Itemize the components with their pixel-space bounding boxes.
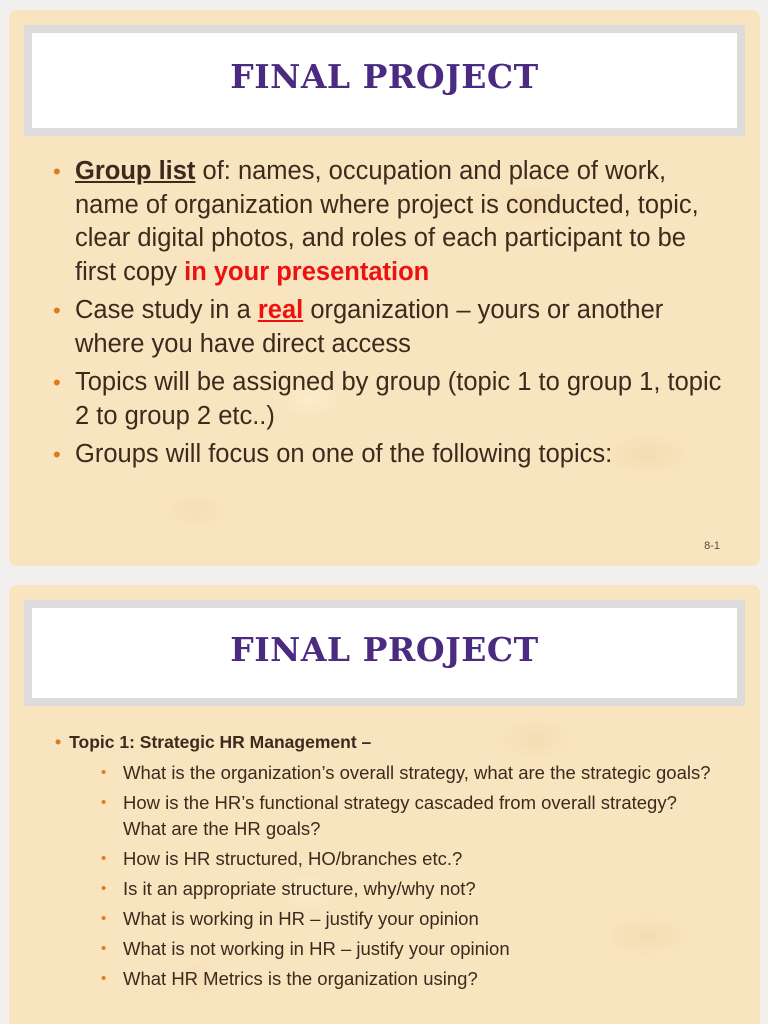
bullet-text: organization – yours or another where you have direct access [75, 296, 664, 358]
list-item [101, 936, 721, 962]
group-list-label: Group list [75, 157, 196, 185]
list-item-text: Is it an appropriate structure, why/why not? [123, 878, 476, 899]
topic-heading [55, 732, 371, 753]
slide-1 [9, 10, 760, 566]
topic-heading-text: Topic 1: Strategic HR Management – [69, 732, 372, 752]
page-number: 8-1 [704, 540, 720, 552]
list-item [101, 906, 721, 932]
slide-2 [9, 585, 760, 1024]
highlight-text: in your presentation [184, 257, 430, 286]
title-box [24, 600, 745, 706]
slide-title: FINAL PROJECT [230, 629, 539, 669]
bullet-dot-icon: • [101, 880, 107, 897]
bullet-dot-icon: • [101, 970, 107, 987]
sub-bullet-list [101, 760, 721, 996]
bullet-item [53, 294, 733, 361]
list-item-text: What is the organization’s overall strategy, what are the strategic goals? [123, 762, 711, 783]
list-item-text: What is not working in HR – justify your opinion [123, 938, 510, 959]
list-item [101, 846, 721, 872]
bullet-dot-icon: • [53, 370, 61, 395]
bullet-dot-icon: • [101, 764, 107, 781]
bullet-text: of: names, occupation and place of work, name of organization where project is conducted, topic, clear digital photos, and roles of each participant to be first copy [75, 157, 699, 286]
bullet-item [53, 366, 733, 433]
bullet-list [53, 155, 733, 477]
list-item-text: What is working in HR – justify your opinion [123, 908, 479, 929]
bullet-text: Topics will be assigned by group (topic 1 to group 1, topic 2 to group 2 etc..) [75, 368, 722, 430]
bullet-dot-icon: • [53, 442, 61, 467]
list-item [101, 790, 721, 842]
list-item-text: What HR Metrics is the organization using? [123, 968, 478, 989]
bullet-text: Groups will focus on one of the following topics: [75, 440, 613, 468]
bullet-dot-icon: • [101, 794, 107, 811]
bullet-dot-icon: • [53, 298, 61, 323]
list-item [101, 876, 721, 902]
list-item-text: How is the HR’s functional strategy cascaded from overall strategy? What are the HR goals? [123, 792, 677, 839]
bullet-dot-icon: • [55, 732, 62, 752]
bullet-item [53, 438, 733, 472]
bullet-dot-icon: • [53, 159, 61, 184]
bullet-dot-icon: • [101, 940, 107, 957]
list-item [101, 966, 721, 992]
bullet-item [53, 155, 733, 289]
bullet-text: Case study in a [75, 296, 258, 324]
list-item [101, 760, 721, 786]
slide-title: FINAL PROJECT [230, 57, 539, 96]
highlight-text: real [257, 296, 304, 324]
bullet-dot-icon: • [101, 910, 107, 927]
bullet-dot-icon: • [101, 850, 107, 867]
title-box [24, 25, 745, 136]
list-item-text: How is HR structured, HO/branches etc.? [123, 848, 463, 869]
